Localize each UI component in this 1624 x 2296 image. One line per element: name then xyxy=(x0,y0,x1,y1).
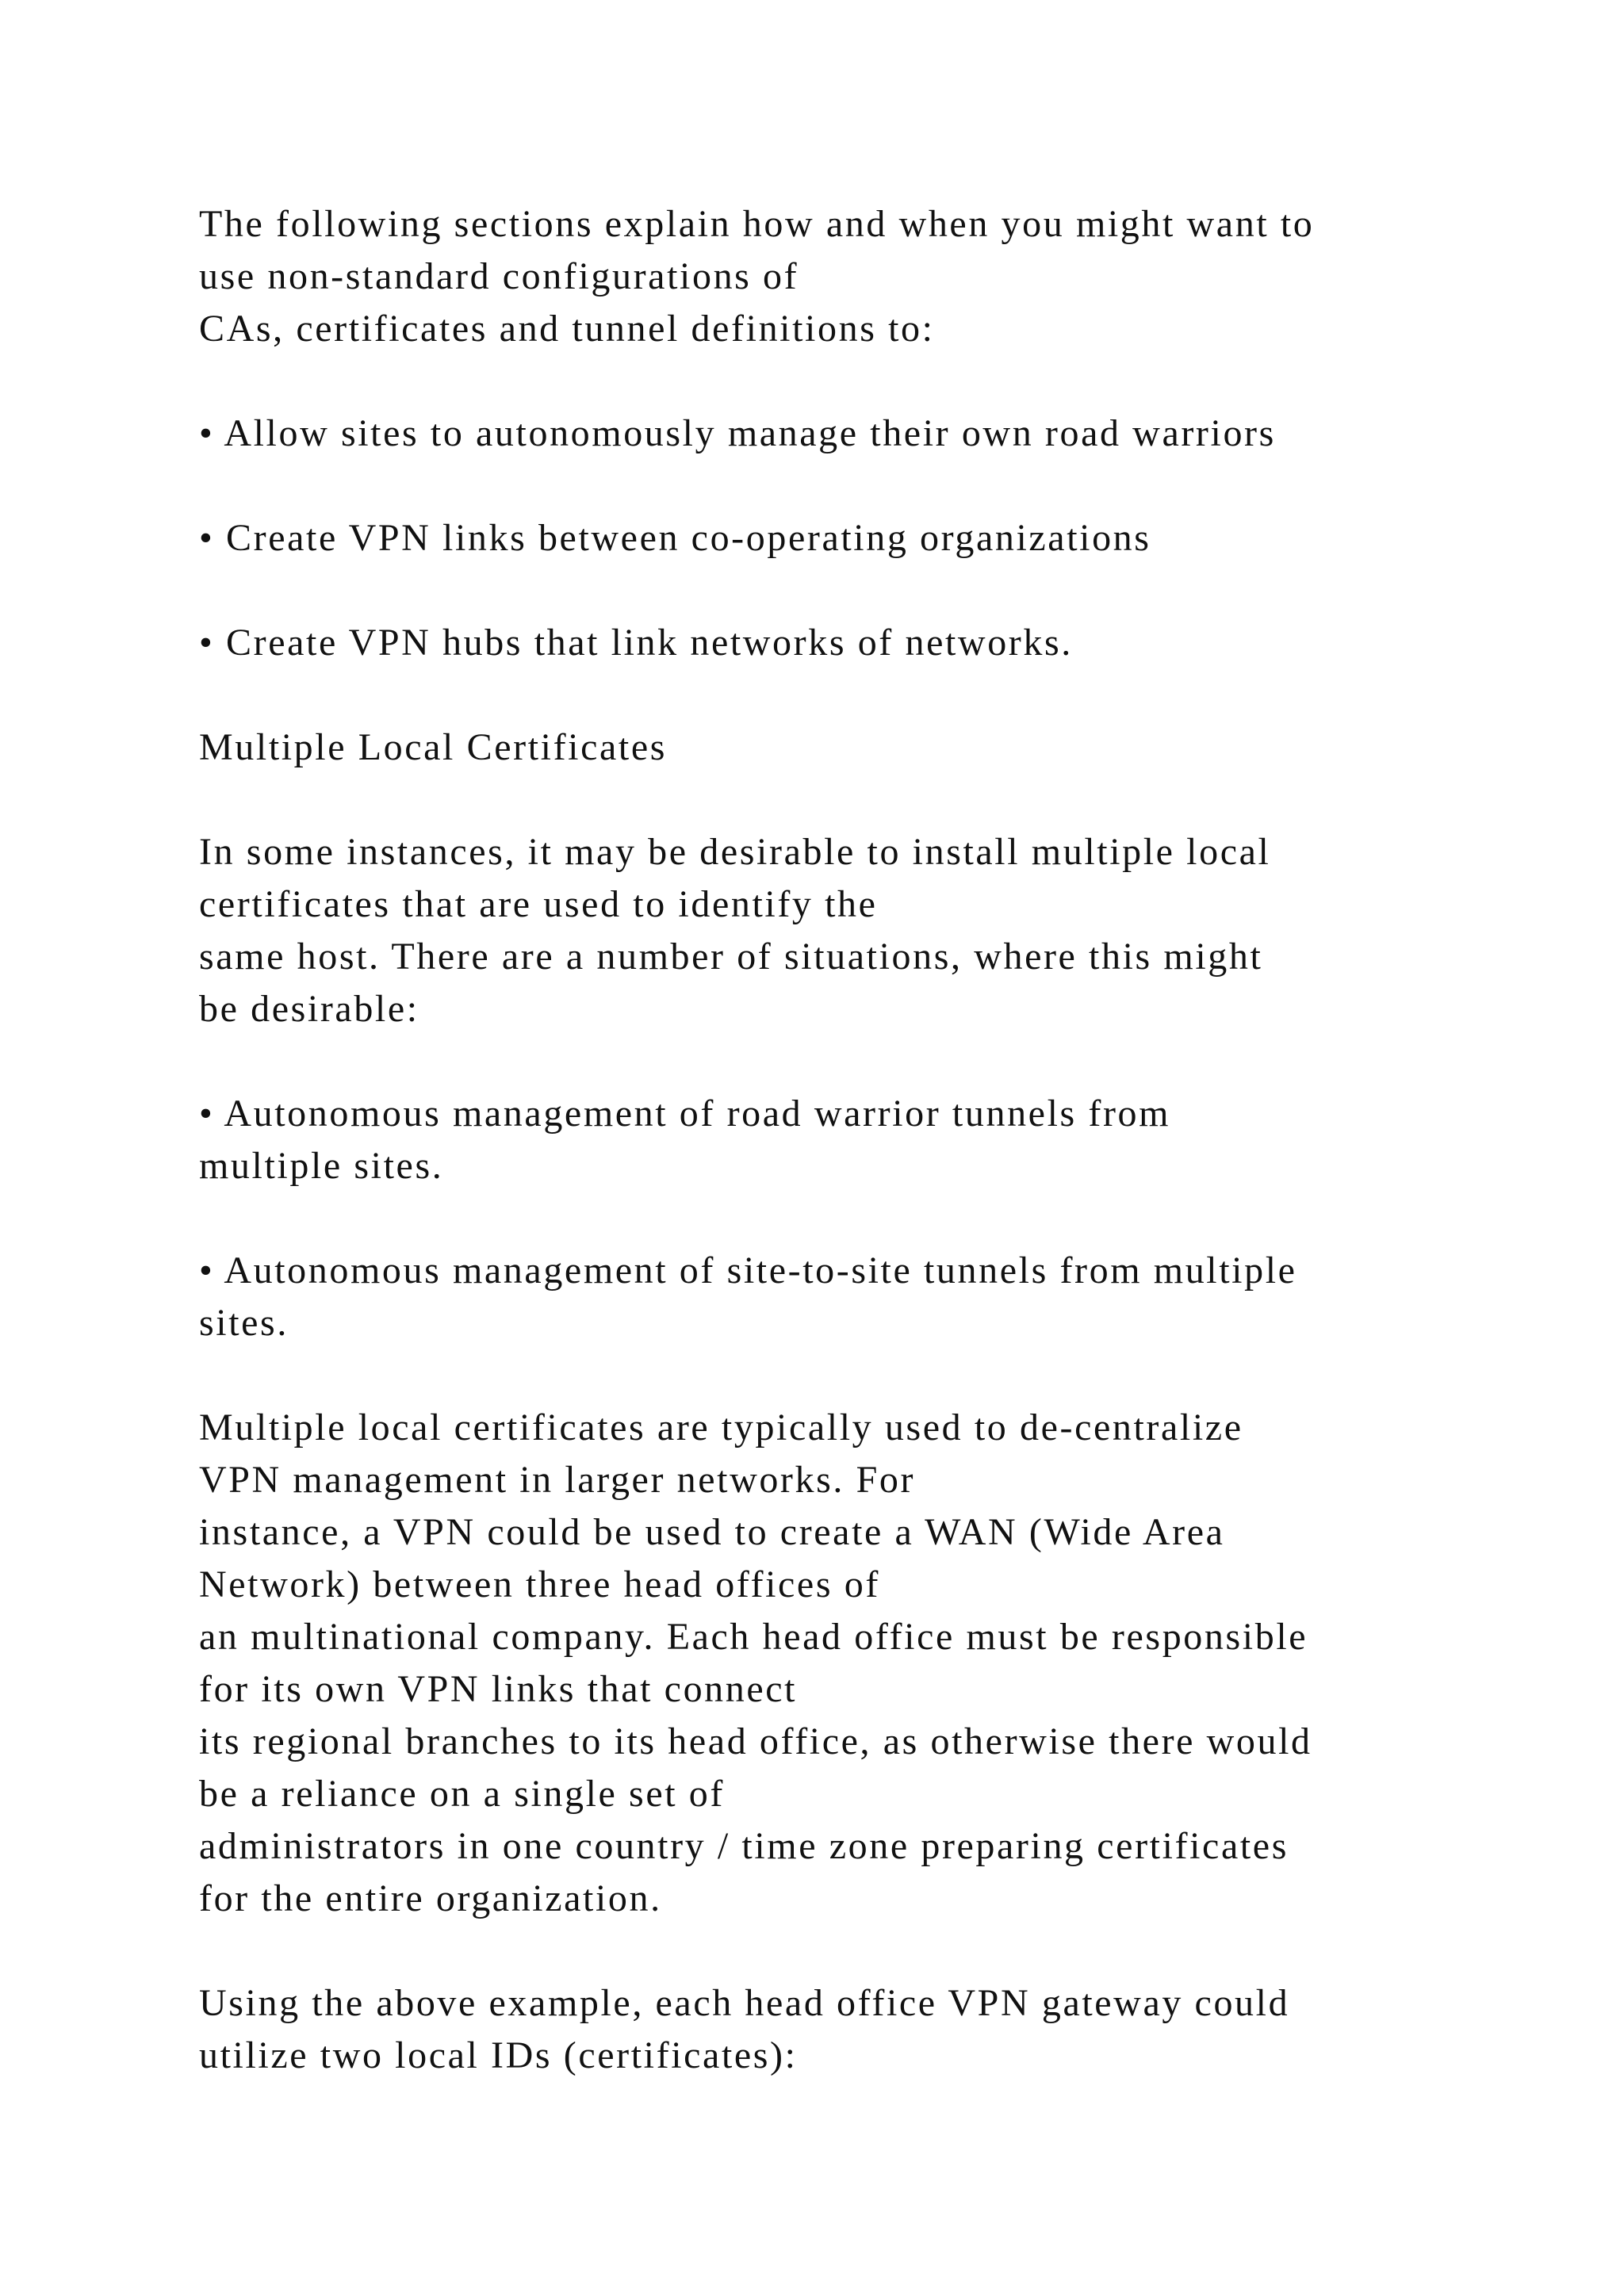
blank-line xyxy=(199,1035,1547,1088)
text-line: instance, a VPN could be used to create a WAN (Wide Area xyxy=(199,1511,1225,1553)
text-line: its regional branches to its head office, as otherwise there would xyxy=(199,1720,1312,1762)
text-line: utilize two local IDs (certificates): xyxy=(199,2034,798,2076)
text-line: CAs, certificates and tunnel definitions to: xyxy=(199,308,935,350)
blank-line xyxy=(199,460,1547,512)
text-line: VPN management in larger networks. For xyxy=(199,1459,916,1501)
text-line: Network) between three head offices of xyxy=(199,1563,880,1605)
text-line: certificates that are used to identify the xyxy=(199,883,878,925)
blank-line xyxy=(199,1349,1547,1402)
text-line: Multiple Local Certificates xyxy=(199,726,668,768)
text-line: an multinational company. Each head office must be responsible xyxy=(199,1616,1308,1658)
text-line: be desirable: xyxy=(199,988,419,1030)
text-line: The following sections explain how and when you might want to xyxy=(199,203,1315,245)
text-line: use non-standard configurations of xyxy=(199,255,799,297)
text-line: be a reliance on a single set of xyxy=(199,1773,725,1815)
text-line: Multiple local certificates are typically used to de-centralize xyxy=(199,1406,1243,1448)
text-line: • Create VPN links between co-operating organizations xyxy=(199,517,1151,559)
text-line: • Create VPN hubs that link networks of networks. xyxy=(199,622,1073,664)
text-line: sites. xyxy=(199,1302,289,1344)
text-line: Using the above example, each head office VPN gateway could xyxy=(199,1982,1290,2024)
text-line: • Allow sites to autonomously manage their own road warriors xyxy=(199,412,1276,454)
blank-line xyxy=(199,774,1547,826)
blank-line xyxy=(199,355,1547,408)
blank-line xyxy=(199,1925,1547,1977)
text-line: administrators in one country / time zone preparing certificates xyxy=(199,1825,1289,1867)
text-line: for the entire organization. xyxy=(199,1877,662,1919)
document-body xyxy=(199,198,1547,2082)
text-line: multiple sites. xyxy=(199,1145,444,1187)
blank-line xyxy=(199,564,1547,617)
text-line: • Autonomous management of site-to-site tunnels from multiple xyxy=(199,1249,1297,1292)
text-line: same host. There are a number of situations, where this might xyxy=(199,936,1263,978)
text-line: In some instances, it may be desirable to install multiple local xyxy=(199,831,1271,873)
blank-line xyxy=(199,669,1547,721)
text-line: for its own VPN links that connect xyxy=(199,1668,798,1710)
text-line: • Autonomous management of road warrior tunnels from xyxy=(199,1093,1171,1135)
blank-line xyxy=(199,1192,1547,1245)
